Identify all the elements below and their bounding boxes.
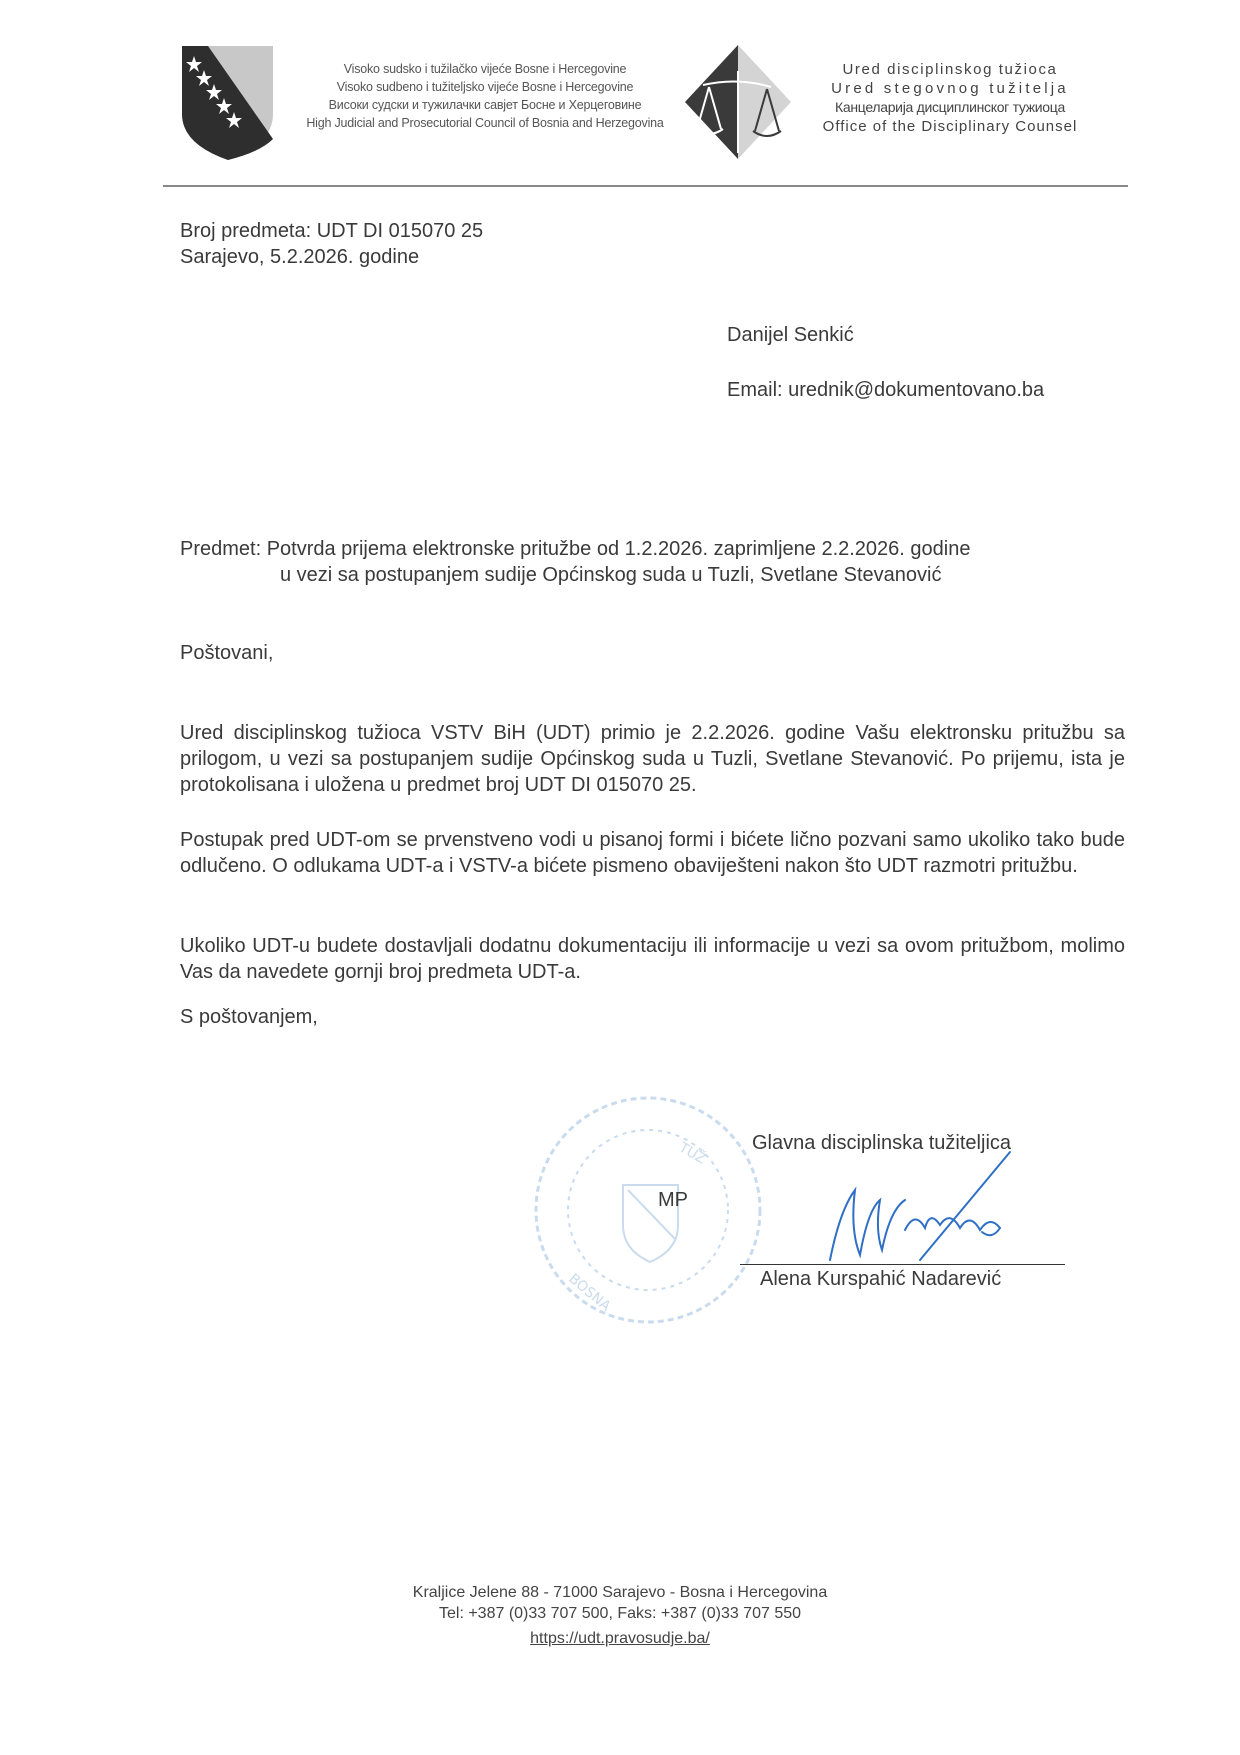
office-name-hr: Ured stegovnog tužitelja	[831, 80, 1069, 97]
office-name-bs: Ured disciplinskog tužioca	[842, 61, 1058, 78]
footer-website-link[interactable]: https://udt.pravosudje.ba/	[530, 1630, 710, 1647]
stamp-label: MP	[658, 1189, 688, 1211]
svg-text:BOSNA: BOSNA	[565, 1270, 614, 1315]
scales-of-justice-icon	[683, 43, 793, 161]
handwritten-signature-icon	[810, 1150, 1030, 1270]
official-stamp-icon	[528, 1090, 768, 1330]
svg-text:TUŽ: TUŽ	[676, 1139, 709, 1168]
bih-coat-of-arms-icon	[180, 44, 275, 162]
subject-line-1: Predmet: Potvrda prijema elektronske pritužbe od 1.2.2026. zaprimljene 2.2.2026. godine	[180, 538, 971, 560]
subject-line-2: u vezi sa postupanjem sudije Općinskog suda u Tuzli, Svetlane Stevanović	[280, 564, 942, 586]
council-name-hr: Visoko sudbeno i tužiteljsko vijeće Bosne i Hercegovine	[336, 80, 634, 94]
body-paragraph-1: Ured disciplinskog tužioca VSTV BiH (UDT) primio je 2.2.2026. godine Vašu elektronsku pritužbu sa prilogom, u vezi sa postupanjem sudije Općinskog suda u Tuzli, Svetlane Stevanović. Po prijemu, ista je protokolisana i uložena u predmet broj UDT DI 015070 25.	[180, 722, 1125, 796]
office-name-sr: Канцеларија дисциплинског тужиоца	[834, 99, 1065, 115]
body-paragraph-3: Ukoliko UDT-u budete dostavljali dodatnu dokumentaciju ili informacije u vezi sa ovom pritužbom, molimo Vas da navedete gornji broj predmeta UDT-a.	[180, 935, 1125, 983]
place-date: Sarajevo, 5.2.2026. godine	[180, 246, 420, 268]
closing: S poštovanjem,	[180, 1006, 318, 1028]
footer-website-wrap	[340, 1628, 900, 1649]
signer-name: Alena Kurspahić Nadarević	[760, 1268, 1002, 1290]
salutation: Poštovani,	[180, 642, 274, 664]
signer-title: Glavna disciplinska tužiteljica	[752, 1132, 1012, 1154]
footer-address: Kraljice Jelene 88 - 71000 Sarajevo - Bosna i Hercegovina	[412, 1584, 828, 1601]
case-number: Broj predmeta: UDT DI 015070 25	[180, 220, 484, 242]
council-name-bs: Visoko sudsko i tužilačko vijeće Bosne i Hercegovine	[343, 62, 627, 76]
recipient-name: Danijel Senkić	[727, 324, 854, 346]
header-divider	[163, 185, 1128, 187]
signature-line	[740, 1264, 1065, 1265]
council-name-block	[270, 60, 700, 132]
body-paragraph-2: Postupak pred UDT-om se prvenstveno vodi u pisanoj formi i bićete lično pozvani samo ukoliko tako bude odlučeno. O odlukama UDT-a i VSTV-a bićete pismeno obaviješteni nakon što UDT razmotri pritužbu.	[180, 829, 1125, 877]
office-name-block	[790, 60, 1110, 136]
recipient-email: Email: urednik@dokumentovano.ba	[727, 379, 1045, 401]
council-name-en: High Judicial and Prosecutorial Council of Bosnia and Herzegovina	[306, 116, 664, 130]
office-name-en: Office of the Disciplinary Counsel	[822, 118, 1078, 135]
footer-phone: Tel: +387 (0)33 707 500, Faks: +387 (0)33 707 550	[438, 1605, 802, 1622]
council-name-sr: Високи судски и тужилачки савјет Босне и Херцеговине	[328, 98, 642, 112]
